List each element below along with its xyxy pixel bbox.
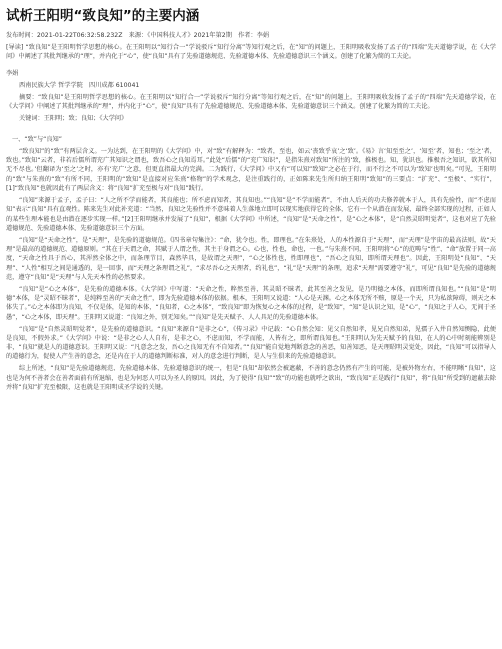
body-paragraph: “良知”是“天命之性”，是“天理”，是先验的道德规范。《四书章句集注》：“命，犹令也。性，即理也。”在朱熹处，人的本性源自于“天理”，而“天理”是宇宙的最高法则，故“天理”是最高的道德规范、道德原则。“其在于天谓之命，其赋于人谓之性，其主于身谓之心。心也，性也，命也，一也。”与朱熹不同，王阳明将“心”的范畴与“性”、“命”放置于同一高度，“天命之性具于吾心，其浑然全体之中，而条理节目，森然毕具，是故谓之天理”，“心之体性也，性即理也”，“吾心之良知，即所谓天理也”。因此，王阳明处“良知”、“天理”、“人性”相互之间是通透的，是一回事，而“天理之条理谓之礼”，“求尽吾心之天理者，约礼也”，“礼”是“天理”的条理，追求“天理”需要遵守“礼”，可见“良知”是先验的道德规范，遵守“良知”是“天理”与人先天本性的必然要求。 [6, 236, 496, 281]
author-affiliation: 西南民族大学 哲学学院 四川成都 610041 [19, 81, 140, 89]
article-title: 试析王阳明“致良知”的主要内涵 [6, 8, 200, 24]
author-name: 李娟 [6, 70, 19, 78]
body-paragraph: “致良知”的“致”有两层含义。一为达到，在王阳明的《大学问》中，对“致”有解释为：“致者，至也，如云‘丧致乎哀’之‘致’。《易》言‘知至至之’，‘知至’者，知也；‘至之’者，致也。”致知“云者，非若后儒所谓充广其知识之谓也，致吾心之良知焉耳。”此处“后儒”的“充广知识”，是指朱熹对致知“所注的‘致，推极也。知，犹识也。推极吾之知识，欲其所知无不尽也。’但翻译为‘至之’之时，亦有‘充广’之意，但更直指最大的完满。二为践行，《大学问》中又有“可以知”致知“之必在于行，而不行之不可以为‘致知’也明矣。”可见，王阳明的“致”与朱熹的“致”有所不同，王阳明的“致知”是直接对应朱熹“格物”的学术观念，是注重践行的，正如陈来先生所归纳王阳明“致知”的三要点：“扩充”、“至极”、“实行”，[1]“致良知”也就因此有了两层含义：将“良知”扩充至极与对“良知”践行。 [6, 147, 496, 193]
abstract: 摘要：“致良知”是王阳明哲学思想的核心。在王阳明以“知行合一”学说驳斥“知行分离”等知行观之后，在“知”的问题上，王阳明吸收发扬了孟子的“四端”先天道德学说，在《大学问》中阐述了其批判继承的“理”，并内化于“心”，使“良知”具有了先验道德规范、先验道德本体、先验道德意识三个涵义。创建了化繁为简的工夫论。 [6, 93, 496, 111]
body-paragraph: “良知”是“自然灵昭明觉者”，是先验的道德意识。“良知”来源自“是非之心”，《传习录》中记载：“心自然会知：见父自然知孝，见兄自然知弟，见孺子入井自然知恻隐，此便是良知，不假外求。”《大学问》中说：“是非之心人人自有，是非之心，不虑而知，不学而能，人皆有之，即所谓良知也。”王阳明认为先天赋予的良知，在人的心中时刻能辨别是非，“良知”就是人的道德意识。王阳明又说：“凡意念之发，吾心之良知无有不自知者。”“良知”能自觉地判断意念的善恶，知善知恶，是天理昭明灵觉处，因此，“良知”可以指导人的道德行为，促使人产生善的意念，还是内在于人的道德判断标准，对人的意念进行判断，是人与生俱来的先验道德意识。 [6, 325, 496, 361]
lead-summary: [导读] “致良知”是王阳明哲学思想的核心。在王阳明以“知行合一”学说驳斥“知行分离”等知行观之后，在“知”的问题上，王阳明吸收发扬了孟子的“四端”先天道德学说，在《大学问》中阐述了其批判继承的“理”，并内化于“心”，使“良知”具有了先验道德规范、先验道德本体、先验道德意识三个涵义。创建了化繁为简的工夫论。 [6, 43, 496, 61]
section-heading: 一、“致”与“良知” [12, 135, 62, 143]
publish-meta: 发布时间：2021-01-22T06:32:58.232Z 来源：《中国科技人才》2021年第2期 作者：李娟 [6, 32, 270, 39]
keywords: 关键词：王阳明；致；良知；《大学问》 [19, 115, 128, 123]
body-paragraph: 综上所述，“良知”是先验道德规范、先验道德本体、先验道德意识的统一，但是“良知”却依然会被遮蔽，不善的意念仍然有产生的可能，是被外物左右，不能明晰“良知”，这也是为何不善者会在善者面前有所退缩，也是为何恶人可以为圣人的原因。因此，为了使得“良知”“致”的功能也就呼之欲出，“致良知”正是践行“良知”，将“良知”所受到的遮蔽去除并将“良知”扩充至极限，这也就是王阳明成圣学说的关键。 [6, 365, 496, 391]
body-paragraph: “良知”来源于孟子，孟子曰：“人之所不学而能者，其良能也；所不虑而知者，其良知也。”“良知”是“不学而能者”，不由人后天的功夫修养就本于人，具有先验性，而“不虑而知”表示“良知”具有直观性。陈来先生对此补充道：“当然，良知之先验性并不意味着人生落地立即可以现实地获得它的全体，它有一个从潜在而发展、最终全部实现的过程，正如人的某些生理本能也是由潜在逐步实现一样。”[2]王阳明继承并发展了“良知”，根据《大学问》中所述，“良知”是“天命之性”，是“心之本体”，是“自然灵昭明觉者”，这也对应了先验道德规范、先验道德本体、先验道德意识三个方面。 [6, 196, 496, 232]
body-paragraph: “良知”是“心之本体”，是先验的道德本体。《大学问》中写道：“天命之性，粹然至善，其灵昭不昧者，此其至善之发见，是乃明德之本体，而即所谓良知也。”“良知”是“明德”本体，是“灵昭不昧者”，是纯粹至善的“天命之性”，即为先验道德本体的依据。根本，王阳明又说道：“人心是天渊。心之本体无所不赅，原是一个天，只为私欲障碍，则天之本体失了。”心之本体即为良知，不仅是体，是知的本体，“良知者，心之本体”，“致良知”即为恢复心之本体的过程，是“致知”，“知”是认识之知，是“心”，“良知之于人心，无间于圣愚”，“心之本体，即天理”。王阳明又说道：“良知之外，别无知矣。”“良知”是先天赋予、人人具足的先验道德本体。 [6, 285, 496, 321]
